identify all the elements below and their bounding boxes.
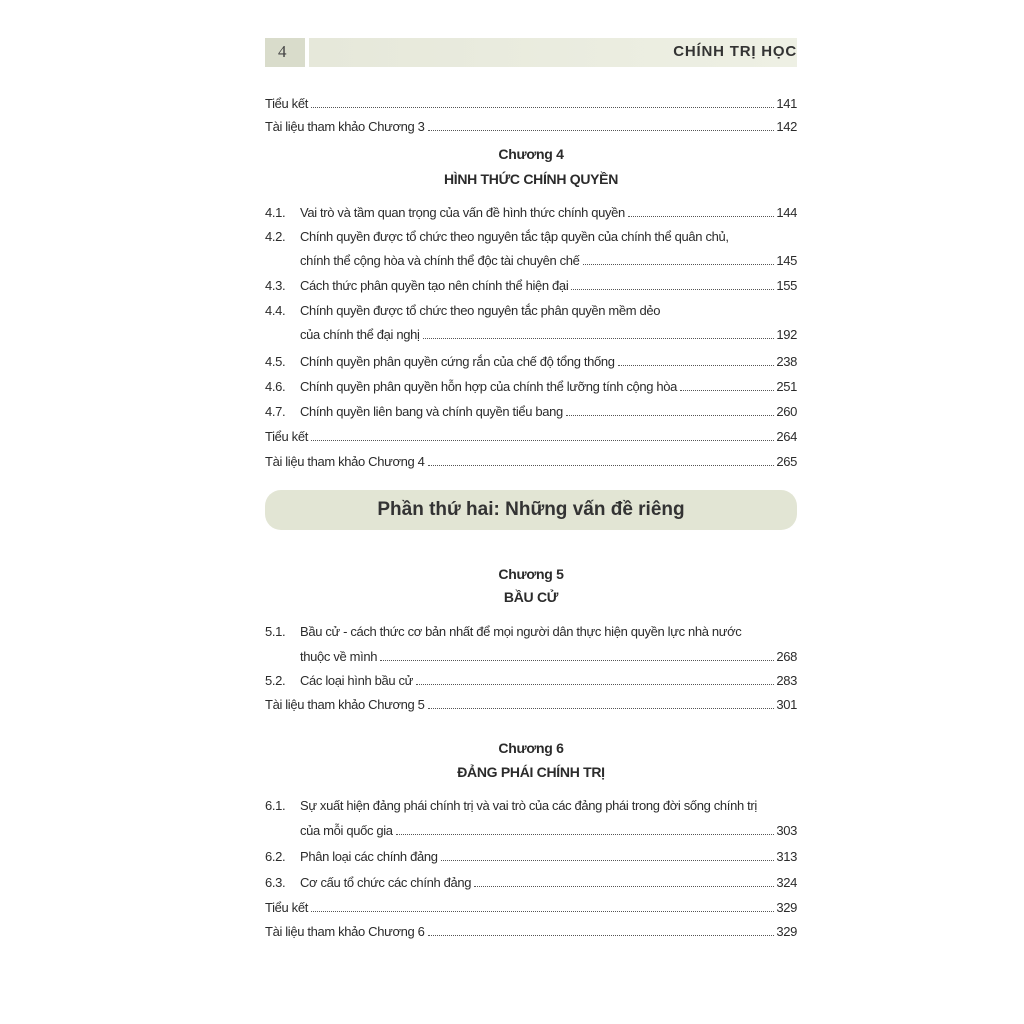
- entry-page: 268: [776, 649, 797, 664]
- entry-title: Sự xuất hiện đảng phái chính trị và vai trò của các đảng phái trong đời sống chính trị: [300, 798, 757, 813]
- entry-number: 4.3.: [265, 278, 286, 293]
- toc-entry: [265, 92, 797, 112]
- dot-leader: [566, 415, 774, 416]
- toc-entry: [265, 350, 797, 370]
- toc-entry: [265, 693, 797, 713]
- entry-page: 329: [776, 900, 797, 915]
- toc-entry: [265, 299, 797, 319]
- entry-title: Chính quyền liên bang và chính quyền tiểu bang: [300, 404, 563, 419]
- dot-leader: [583, 264, 775, 265]
- entry-title: Tài liệu tham khảo Chương 5: [265, 697, 425, 712]
- entry-title-continued: của mỗi quốc gia: [300, 823, 393, 838]
- toc-entry: [265, 920, 797, 940]
- chapter-heading: HÌNH THỨC CHÍNH QUYỀN: [443, 171, 619, 187]
- page-number: 4: [278, 42, 287, 61]
- toc-entry: [265, 669, 797, 689]
- entry-title: Các loại hình bầu cử: [300, 673, 413, 688]
- dot-leader: [428, 465, 775, 466]
- entry-title: Vai trò và tầm quan trọng của vấn đề hình thức chính quyền: [300, 205, 625, 220]
- entry-page: 144: [776, 205, 797, 220]
- entry-page: 155: [776, 278, 797, 293]
- entry-title-continued: của chính thể đại nghị: [300, 327, 420, 342]
- toc-entry: [265, 115, 797, 135]
- entry-number: 5.1.: [265, 624, 286, 639]
- toc-entry-continuation: [265, 323, 797, 343]
- entry-page: 329: [776, 924, 797, 939]
- entry-title: Cơ cấu tổ chức các chính đảng: [300, 875, 472, 890]
- entry-page: 145: [776, 253, 797, 268]
- dot-leader: [311, 107, 774, 108]
- chapter-heading: Chương 6: [498, 740, 564, 756]
- toc-entry: [265, 450, 797, 470]
- entry-page: 283: [776, 673, 797, 688]
- entry-number: 4.4.: [265, 303, 286, 318]
- entry-title: Chính quyền phân quyền hỗn hợp của chính thể lưỡng tính cộng hòa: [300, 379, 678, 394]
- entry-title: Tài liệu tham khảo Chương 4: [265, 454, 425, 469]
- dot-leader: [474, 886, 774, 887]
- entry-title: Tài liệu tham khảo Chương 3: [265, 119, 425, 134]
- entry-number: 4.2.: [265, 229, 286, 244]
- entry-page: 265: [776, 454, 797, 469]
- entry-title: Tiểu kết: [265, 96, 308, 111]
- toc-entry: [265, 375, 797, 395]
- entry-page: 303: [776, 823, 797, 838]
- entry-number: 6.3.: [265, 875, 286, 890]
- entry-title: Chính quyền phân quyền cứng rắn của chế độ tổng thống: [300, 354, 615, 369]
- toc-entry: [265, 845, 797, 865]
- toc-entry: [265, 274, 797, 294]
- toc-entry: [265, 425, 797, 445]
- entry-page: 301: [776, 697, 797, 712]
- entry-title-continued: thuộc về mình: [300, 649, 378, 664]
- toc-entry: [265, 794, 797, 814]
- toc-entry: [265, 871, 797, 891]
- dot-leader: [423, 338, 775, 339]
- entry-title: Phân loại các chính đảng: [300, 849, 438, 864]
- entry-title: Tiểu kết: [265, 900, 308, 915]
- running-title: CHÍNH TRỊ HỌC: [673, 43, 797, 60]
- dot-leader: [311, 911, 774, 912]
- entry-number: 6.2.: [265, 849, 286, 864]
- entry-page: 238: [776, 354, 797, 369]
- toc-entry: [265, 620, 797, 640]
- chapter-heading: ĐẢNG PHÁI CHÍNH TRỊ: [457, 764, 605, 780]
- toc-entry-continuation: [265, 249, 797, 269]
- entry-title: Chính quyền được tổ chức theo nguyên tắc phân quyền mềm dẻo: [300, 303, 661, 318]
- entry-page: 264: [776, 429, 797, 444]
- entry-page: 141: [776, 96, 797, 111]
- chapter-heading: BẦU CỬ: [503, 589, 559, 605]
- dot-leader: [311, 440, 774, 441]
- entry-number: 4.5.: [265, 354, 286, 369]
- entry-number: 4.6.: [265, 379, 286, 394]
- part-banner-title: Phần thứ hai: Những vấn đề riêng: [377, 499, 685, 520]
- entry-page: 313: [776, 849, 797, 864]
- entry-page: 260: [776, 404, 797, 419]
- toc-entry: [265, 896, 797, 916]
- toc-entry-continuation: [265, 819, 797, 839]
- entry-title: Tiểu kết: [265, 429, 308, 444]
- entry-title: Cách thức phân quyền tạo nên chính thể hiện đại: [300, 278, 569, 293]
- entry-number: 4.1.: [265, 205, 286, 220]
- toc-entry: [265, 225, 797, 245]
- entry-page: 324: [776, 875, 797, 890]
- chapter-heading: Chương 4: [498, 146, 564, 162]
- entry-page: 192: [776, 327, 797, 342]
- chapter-heading: Chương 5: [498, 566, 564, 582]
- entry-page: 251: [776, 379, 797, 394]
- dot-leader: [628, 216, 774, 217]
- dot-leader: [428, 935, 775, 936]
- entry-number: 4.7.: [265, 404, 286, 419]
- entry-title: Tài liệu tham khảo Chương 6: [265, 924, 425, 939]
- entry-title: Chính quyền được tổ chức theo nguyên tắc tập quyền của chính thể quân chủ,: [300, 229, 729, 244]
- dot-leader: [571, 289, 774, 290]
- entry-page: 142: [776, 119, 797, 134]
- entry-number: 5.2.: [265, 673, 286, 688]
- dot-leader: [428, 130, 775, 131]
- entry-title: Bầu cử - cách thức cơ bản nhất để mọi người dân thực hiện quyền lực nhà nước: [300, 624, 742, 639]
- dot-leader: [618, 365, 775, 366]
- dot-leader: [396, 834, 775, 835]
- toc-entry: [265, 201, 797, 221]
- dot-leader: [680, 390, 774, 391]
- dot-leader: [441, 860, 775, 861]
- part-banner: [265, 490, 797, 530]
- toc-entry: [265, 400, 797, 420]
- entry-number: 6.1.: [265, 798, 286, 813]
- entry-title-continued: chính thể cộng hòa và chính thể độc tài chuyên chế: [300, 253, 580, 268]
- toc-entry-continuation: [265, 645, 797, 665]
- dot-leader: [380, 660, 774, 661]
- dot-leader: [428, 708, 775, 709]
- dot-leader: [416, 684, 774, 685]
